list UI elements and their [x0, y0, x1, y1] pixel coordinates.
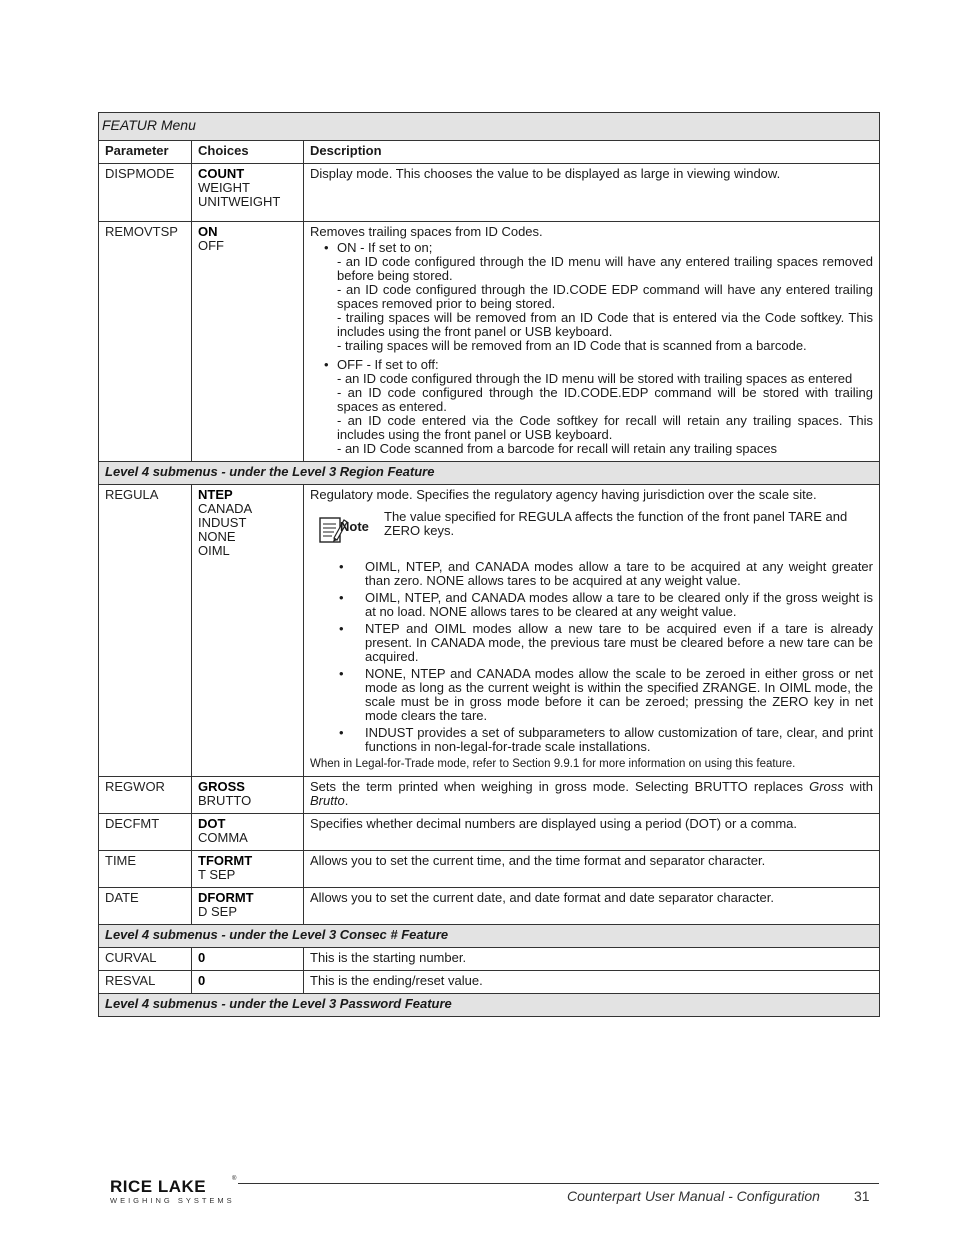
description-text: This is the starting number.: [310, 950, 467, 965]
list-item: [310, 560, 873, 588]
bullet-dot-icon: •: [339, 666, 344, 681]
note-text: The value specified for REGULA affects the function of the front panel TARE and ZERO keys.: [384, 509, 848, 538]
submenu-heading-text: Level 4 submenus - under the Level 3 Consec # Feature: [99, 925, 880, 948]
note-pencil-icon: [314, 510, 384, 550]
description-part: .: [344, 793, 349, 808]
choice-default: ON: [198, 224, 218, 239]
note-box: [310, 510, 873, 550]
list-item: [310, 667, 873, 723]
choice-default: 0: [198, 950, 206, 965]
choices-cell: [192, 485, 304, 777]
submenu-heading-text: Level 4 submenus - under the Level 3 Region Feature: [99, 462, 880, 485]
choice-default: DFORMT: [198, 890, 254, 905]
page-number: 31: [854, 1188, 870, 1204]
option-line: - an ID code configured through the ID menu will be stored with trailing spaces as entered: [337, 371, 853, 386]
option-list: [310, 241, 873, 456]
choice: WEIGHT: [198, 180, 250, 195]
description-text: Allows you to set the current time, and the time format and separator character.: [310, 853, 766, 868]
list-item: [310, 241, 873, 353]
choices-cell: [192, 971, 304, 994]
choice: D SEP: [198, 904, 238, 919]
logo-registered-mark: ®: [232, 1176, 237, 1182]
description-italic: Gross: [809, 779, 844, 794]
description-text: Display mode. This chooses the value to be displayed as large in viewing window.: [310, 166, 781, 181]
list-item-text: NONE, NTEP and CANADA modes allow the scale to be zeroed in either gross or net mode as long as the current weight is within the specified ZRANGE. In OIML mode, the scale must be in gross mode before it can be zeroed; pressing the ZERO key in net mode clears the tare.: [365, 666, 873, 723]
description-cell: [304, 814, 880, 851]
list-item-text: OIML, NTEP, and CANADA modes allow a tare to be acquired at any weight greater than zero. NONE allows tares to be acquired at any weight value.: [365, 559, 873, 588]
bullet-dot-icon: •: [324, 357, 329, 372]
description-cell: [304, 948, 880, 971]
choice: CANADA: [198, 501, 253, 516]
choice-default: NTEP: [198, 487, 233, 502]
table-row-dispmode: [99, 164, 880, 222]
column-header-description: Description: [304, 141, 880, 164]
param-name: REMOVTSP: [99, 222, 192, 462]
choice-default: GROSS: [198, 779, 245, 794]
choices-cell: [192, 888, 304, 925]
option-line: - trailing spaces will be removed from an ID Code that is entered via the Code softkey. This includes using the front panel or USB keyboard.: [337, 310, 873, 339]
page-footer: [108, 1174, 879, 1214]
logo-wordmark: RICE LAKE: [110, 1177, 207, 1196]
description-cell: [304, 851, 880, 888]
choices-cell: [192, 948, 304, 971]
choice: T SEP: [198, 867, 236, 882]
choice-default: DOT: [198, 816, 226, 831]
table-row-decfmt: [99, 814, 880, 851]
option-line: - an ID code entered via the Code softkey for recall will retain any trailing spaces. This includes using the front panel or USB keyboard.: [337, 413, 873, 442]
choice: OFF: [198, 238, 224, 253]
featur-menu-table: [98, 112, 880, 1017]
table-row-regula: [99, 485, 880, 777]
choices-cell: [192, 851, 304, 888]
description-text: Specifies whether decimal numbers are displayed using a period (DOT) or a comma.: [310, 816, 797, 831]
column-header-choices: Choices: [192, 141, 304, 164]
description-cell: [304, 777, 880, 814]
option-line: - an ID code configured through the ID.CODE.EDP command will be stored with trailing spaces as entered.: [337, 385, 873, 414]
table-row-removtsp: [99, 222, 880, 462]
param-name: DATE: [99, 888, 192, 925]
option-heading: ON - If set to on;: [337, 240, 433, 255]
option-line: - an ID Code scanned from a barcode for recall will retain any trailing spaces: [337, 441, 778, 456]
list-item: [310, 622, 873, 664]
choices-cell: [192, 814, 304, 851]
table-row-curval: [99, 948, 880, 971]
description-cell: [304, 971, 880, 994]
choices-cell: [192, 222, 304, 462]
legal-for-trade-note: When in Legal-for-Trade mode, refer to Section 9.9.1 for more information on using this feature.: [310, 758, 796, 770]
choice-default: 0: [198, 973, 206, 988]
choice-default: COUNT: [198, 166, 245, 181]
description-text: This is the ending/reset value.: [310, 973, 483, 988]
column-header-parameter: Parameter: [99, 141, 192, 164]
bullet-dot-icon: •: [339, 559, 344, 574]
description-text: Removes trailing spaces from ID Codes.: [310, 224, 543, 239]
choice: UNITWEIGHT: [198, 194, 281, 209]
footer-document-title: Counterpart User Manual - Configuration: [567, 1188, 820, 1204]
list-item: [310, 726, 873, 754]
description-text: Regulatory mode. Specifies the regulatory agency having jurisdiction over the scale site.: [310, 487, 817, 502]
list-item: [310, 358, 873, 456]
description-cell: [304, 485, 880, 777]
rice-lake-logo: [108, 1174, 238, 1208]
list-item-text: OIML, NTEP, and CANADA modes allow a tare to be cleared only if the gross weight is at no load. NONE allows tares to be cleared at any weight value.: [365, 590, 873, 619]
submenu-heading-text: Level 4 submenus - under the Level 3 Password Feature: [99, 994, 880, 1017]
param-name: DECFMT: [99, 814, 192, 851]
param-name: CURVAL: [99, 948, 192, 971]
table-row-time: [99, 851, 880, 888]
description-text: Allows you to set the current date, and date format and date separator character.: [310, 890, 774, 905]
bullet-dot-icon: •: [339, 590, 344, 605]
list-item: [310, 591, 873, 619]
param-name: REGWOR: [99, 777, 192, 814]
param-name: TIME: [99, 851, 192, 888]
description-cell: [304, 164, 880, 222]
choices-cell: [192, 777, 304, 814]
submenu-heading-region: [99, 462, 880, 485]
bullet-dot-icon: •: [339, 725, 344, 740]
param-name: REGULA: [99, 485, 192, 777]
bullet-dot-icon: •: [324, 240, 329, 255]
table-row-date: [99, 888, 880, 925]
table-title: FEATUR Menu: [99, 113, 880, 141]
submenu-heading-password: [99, 994, 880, 1017]
logo-tagline: WEIGHING SYSTEMS: [110, 1196, 235, 1205]
description-part: with: [849, 779, 873, 794]
option-line: - an ID code configured through the ID menu will have any entered trailing spaces removed before being stored.: [337, 254, 873, 283]
description-part: Sets the term printed when weighing in gross mode. Selecting BRUTTO replaces: [310, 779, 803, 794]
option-heading: OFF - If set to off:: [337, 357, 439, 372]
submenu-heading-consec: [99, 925, 880, 948]
choice: OIML: [198, 543, 230, 558]
option-line: - trailing spaces will be removed from an ID Code that is scanned from a barcode.: [337, 338, 807, 353]
table-row-regwor: [99, 777, 880, 814]
option-line: - an ID code configured through the ID.CODE EDP command will have any entered trailing spaces removed prior to being stored.: [337, 282, 873, 311]
footer-divider: [238, 1183, 879, 1184]
description-text: [310, 780, 873, 808]
regula-bullet-list: [310, 560, 873, 754]
list-item-text: NTEP and OIML modes allow a new tare to be acquired even if a tare is already present. In CANADA mode, the previous tare must be cleared before a new tare can be acquired.: [365, 621, 873, 664]
bullet-dot-icon: •: [339, 621, 344, 636]
choice: COMMA: [198, 830, 248, 845]
table-row-resval: [99, 971, 880, 994]
choice: BRUTTO: [198, 793, 252, 808]
choices-cell: [192, 164, 304, 222]
choice: INDUST: [198, 515, 247, 530]
note-label: Note: [340, 519, 369, 534]
list-item-text: INDUST provides a set of subparameters to allow customization of tare, clear, and print functions in non-legal-for-trade scale installations.: [365, 725, 873, 754]
description-italic: Brutto: [310, 793, 345, 808]
choice: NONE: [198, 529, 236, 544]
description-cell: [304, 222, 880, 462]
param-name: RESVAL: [99, 971, 192, 994]
choice-default: TFORMT: [198, 853, 253, 868]
param-name: DISPMODE: [99, 164, 192, 222]
description-cell: [304, 888, 880, 925]
